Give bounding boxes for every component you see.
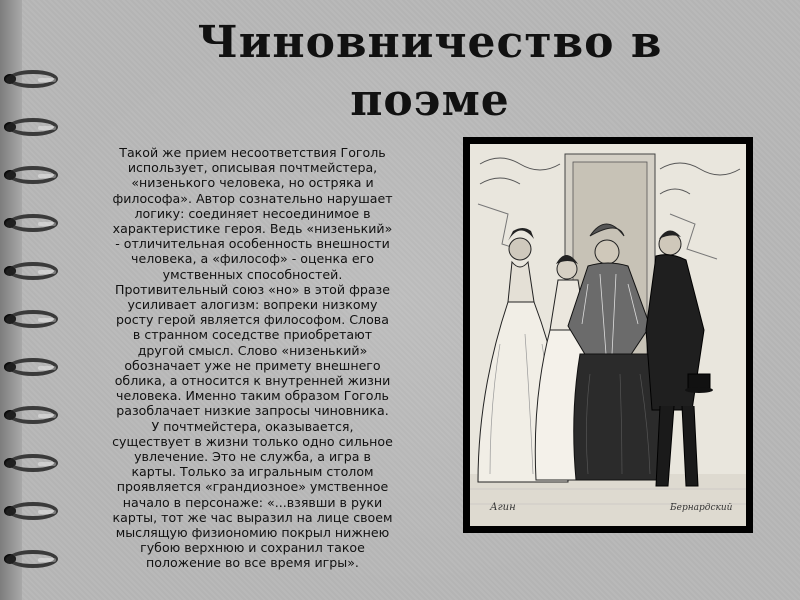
paragraph-line: философа». Автор сознательно нарушает: [112, 190, 393, 206]
spiral-binding-ring-icon: [8, 310, 58, 328]
paragraph-line: усиливает алогизм: вопреки низкому: [127, 297, 378, 313]
paragraph-line: увлечение. Это не служба, а игра в: [134, 449, 371, 465]
paragraph-line: облика, а относится к внутренней жизни: [114, 373, 391, 389]
spiral-binding-ring-icon: [8, 166, 58, 184]
paragraph-line: обозначает уже не примету внешнего: [124, 357, 381, 373]
signature-right: Бернардский: [670, 503, 733, 513]
paragraph-line: характеристике героя. Ведь «низенький»: [112, 221, 393, 237]
slide-title: [130, 14, 730, 130]
paragraph-line: «низенького человека, но остряка и: [131, 175, 374, 191]
spiral-binding-ring-icon: [8, 358, 58, 376]
paragraph-line: - отличительная особенность внешности: [115, 236, 390, 252]
body-paragraph: [70, 145, 435, 571]
paragraph-line: У почтмейстера, оказывается,: [151, 418, 354, 434]
paragraph-line: росту герой является философом. Слова: [116, 312, 389, 328]
title-line-1: Чиновничество в: [197, 17, 663, 68]
spiral-binding-ring-icon: [8, 502, 58, 520]
paragraph-line: мыслящую физиономию покрыл нижнею: [115, 525, 390, 541]
spiral-binding-ring-icon: [8, 214, 58, 232]
paragraph-line: логику: соединяет несоединимое в: [134, 205, 371, 221]
paragraph-line: Такой же прием несоответствия Гоголь: [119, 145, 386, 160]
spiral-binding-ring-icon: [8, 70, 58, 88]
spiral-binding-ring-icon: [8, 118, 58, 136]
spiral-binding-ring-icon: [8, 454, 58, 472]
paragraph-line: умственных способностей.: [162, 266, 343, 282]
paragraph-line: другой смысл. Слово «низенький»: [137, 342, 368, 358]
paragraph-line: проявляется «грандиозное» умственное: [116, 479, 389, 495]
paragraph-line: Противительный союз «но» в этой фразе: [115, 281, 390, 297]
paragraph-line: карты. Только за игральным столом: [131, 464, 374, 480]
paragraph-line: положение во все время игры».: [146, 555, 359, 571]
spiral-binding-ring-icon: [8, 406, 58, 424]
spiral-binding-ring-icon: [8, 262, 58, 280]
illustration-frame: [463, 137, 753, 533]
title-line-2: поэме: [350, 75, 510, 126]
paragraph-line: губою верхнюю и сохранил такое: [140, 540, 365, 556]
paragraph-line: разоблачает низкие запросы чиновника.: [116, 403, 389, 419]
paragraph-line: в странном соседстве приобретают: [132, 327, 373, 343]
paragraph-line: использует, описывая почтмейстера,: [127, 160, 378, 176]
spiral-binding-ring-icon: [8, 550, 58, 568]
paragraph-line: человека. Именно таким образом Гоголь: [116, 388, 389, 404]
signature-left: Агин: [490, 502, 516, 513]
engraving-illustration: [470, 144, 746, 526]
paragraph-line: человека, а «философ» - оценка его: [131, 251, 374, 267]
paragraph-line: карты, тот же час выразил на лице своем: [112, 509, 393, 525]
paragraph-line: начало в персонаже: «...взявши в руки: [122, 494, 383, 510]
paragraph-line: существует в жизни только одно сильное: [112, 433, 393, 449]
